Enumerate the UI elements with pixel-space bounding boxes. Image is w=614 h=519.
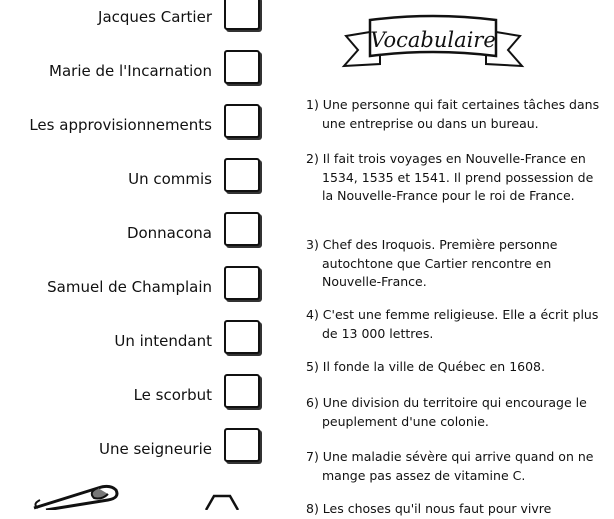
definition-text: 5) Il fonde la ville de Québec en 1608. <box>306 359 545 374</box>
definition-item <box>306 306 606 343</box>
definition-item <box>306 236 606 292</box>
answer-box[interactable] <box>224 104 260 138</box>
definition-text: 2) Il fait trois voyages en Nouvelle-France en 1534, 1535 et 1541. Il prend possession de la Nouvelle-France pour le roi de France. <box>306 151 594 203</box>
term-row <box>0 50 262 90</box>
term-label: Une seigneurie <box>98 440 212 458</box>
term-row <box>0 428 262 468</box>
term-label: Donnacona <box>126 224 212 242</box>
definition-text: 8) Les choses qu'il nous faut pour vivre <box>306 501 552 516</box>
answer-box[interactable] <box>224 158 260 192</box>
definition-item <box>306 96 606 133</box>
scroll-icon <box>28 478 128 510</box>
answer-box[interactable] <box>224 212 260 246</box>
term-row <box>0 104 262 144</box>
vocabulary-title: Vocabulaire <box>370 28 496 52</box>
definition-text: 3) Chef des Iroquois. Première personne autochtone que Cartier rencontre en Nouvelle-France. <box>306 237 558 289</box>
definition-item <box>306 500 606 519</box>
term-row <box>0 374 262 414</box>
answer-box[interactable] <box>224 50 260 84</box>
term-label: Le scorbut <box>133 386 212 404</box>
terms-column <box>0 0 270 510</box>
definition-text: 4) C'est une femme religieuse. Elle a écrit plus de 13 000 lettres. <box>306 307 599 341</box>
definition-item <box>306 448 606 485</box>
definition-item <box>306 358 606 377</box>
term-row <box>0 158 262 198</box>
answer-box[interactable] <box>224 374 260 408</box>
term-label: Samuel de Champlain <box>47 278 212 296</box>
definition-item <box>306 150 606 206</box>
vocabulary-banner <box>340 10 526 80</box>
shield-icon <box>202 492 242 510</box>
term-row <box>0 0 262 36</box>
answer-box[interactable] <box>224 0 260 30</box>
definition-text: 7) Une maladie sévère qui arrive quand on ne mange pas assez de vitamine C. <box>306 449 594 483</box>
term-label: Marie de l'Incarnation <box>49 62 212 80</box>
term-row <box>0 212 262 252</box>
term-label: Jacques Cartier <box>98 8 212 26</box>
definition-text: 6) Une division du territoire qui encourage le peuplement d'une colonie. <box>306 395 587 429</box>
answer-box[interactable] <box>224 266 260 300</box>
answer-box[interactable] <box>224 428 260 462</box>
definition-text: 1) Une personne qui fait certaines tâches dans une entreprise ou dans un bureau. <box>306 97 600 131</box>
term-row <box>0 266 262 306</box>
definition-item <box>306 394 606 431</box>
term-label: Un commis <box>128 170 212 188</box>
term-label: Un intendant <box>114 332 212 350</box>
answer-box[interactable] <box>224 320 260 354</box>
term-row <box>0 320 262 360</box>
term-label: Les approvisionnements <box>29 116 212 134</box>
